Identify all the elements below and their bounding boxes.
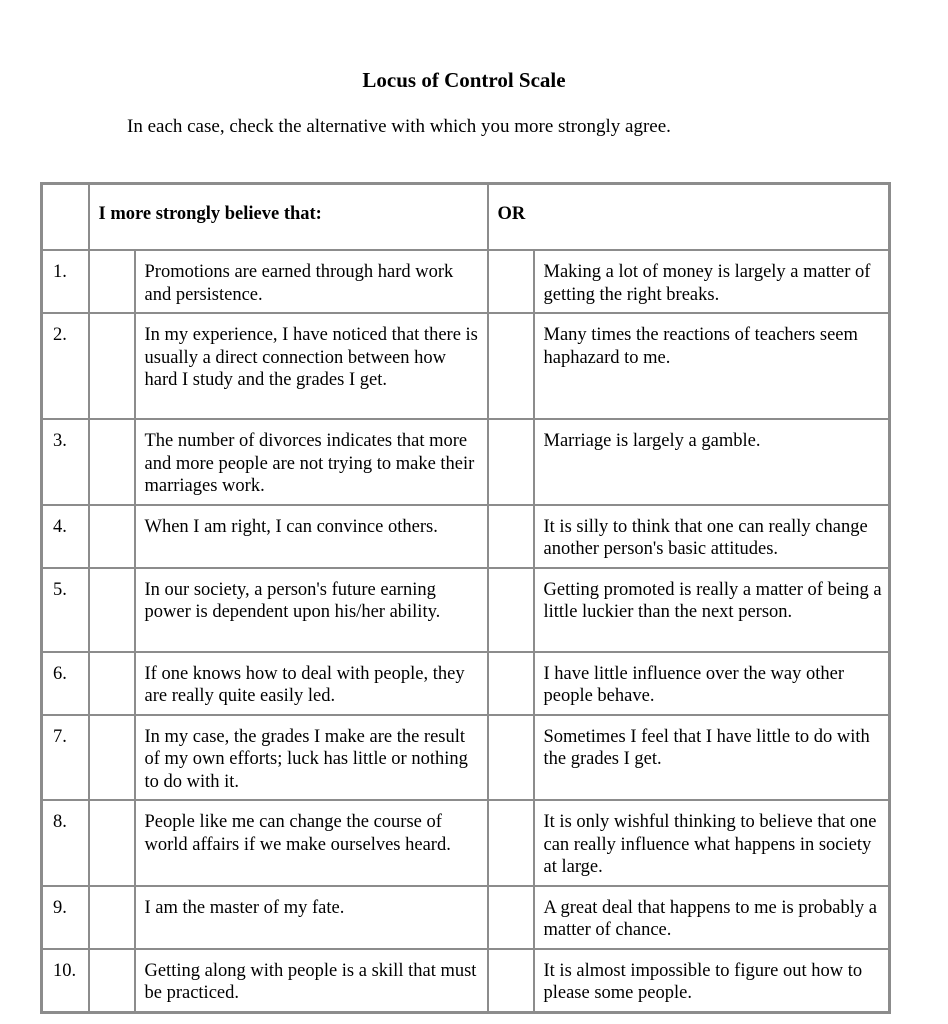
- table-row: [42, 715, 890, 801]
- checkbox-option-a[interactable]: [89, 886, 135, 949]
- statement-option-a: The number of divorces indicates that more and more people are not trying to make their marriages work.: [135, 419, 488, 505]
- statement-option-a: If one knows how to deal with people, they are really quite easily led.: [135, 652, 488, 715]
- header-left-label: I more strongly believe that:: [98, 204, 322, 224]
- item-number: 10.: [42, 949, 89, 1013]
- checkbox-option-a[interactable]: [89, 419, 135, 505]
- item-number: 9.: [42, 886, 89, 949]
- statement-option-b: It is silly to think that one can really change another person's basic attitudes.: [534, 505, 890, 568]
- statement-option-a: When I am right, I can convince others.: [135, 505, 488, 568]
- table-row: [42, 886, 890, 949]
- statement-option-b: Sometimes I feel that I have little to do with the grades I get.: [534, 715, 890, 801]
- table-row: [42, 949, 890, 1013]
- item-number: 7.: [42, 715, 89, 801]
- checkbox-option-b[interactable]: [488, 419, 534, 505]
- instructions-text: In each case, check the alternative with which you more strongly agree.: [127, 116, 671, 137]
- statement-option-a: People like me can change the course of world affairs if we make ourselves heard.: [135, 800, 488, 886]
- item-number: 3.: [42, 419, 89, 505]
- table-row: [42, 313, 890, 419]
- checkbox-option-a[interactable]: [89, 505, 135, 568]
- statement-option-b: It is almost impossible to figure out how to please some people.: [534, 949, 890, 1013]
- statement-option-a: In my case, the grades I make are the result of my own efforts; luck has little or nothing to do with it.: [135, 715, 488, 801]
- statement-option-a: Promotions are earned through hard work and persistence.: [135, 250, 488, 313]
- checkbox-option-b[interactable]: [488, 652, 534, 715]
- checkbox-option-a[interactable]: [89, 800, 135, 886]
- statement-option-a: In my experience, I have noticed that there is usually a direct connection between how hard I study and the grades I get.: [135, 313, 488, 419]
- checkbox-option-a[interactable]: [89, 313, 135, 419]
- item-number: 4.: [42, 505, 89, 568]
- table-row: [42, 419, 890, 505]
- checkbox-option-a[interactable]: [89, 652, 135, 715]
- checkbox-option-b[interactable]: [488, 800, 534, 886]
- statement-option-a: In our society, a person's future earning power is dependent upon his/her ability.: [135, 568, 488, 652]
- checkbox-option-a[interactable]: [89, 949, 135, 1013]
- statement-option-b: Many times the reactions of teachers seem haphazard to me.: [534, 313, 890, 419]
- checkbox-option-a[interactable]: [89, 715, 135, 801]
- statement-option-a: I am the master of my fate.: [135, 886, 488, 949]
- table-row: [42, 250, 890, 313]
- header-left-cell: [89, 184, 488, 251]
- item-number: 8.: [42, 800, 89, 886]
- item-number: 6.: [42, 652, 89, 715]
- statement-option-b: Marriage is largely a gamble.: [534, 419, 890, 505]
- statement-option-b: Getting promoted is really a matter of being a little luckier than the next person.: [534, 568, 890, 652]
- checkbox-option-b[interactable]: [488, 886, 534, 949]
- statement-option-b: Making a lot of money is largely a matter of getting the right breaks.: [534, 250, 890, 313]
- checkbox-option-b[interactable]: [488, 313, 534, 419]
- header-number-cell: [42, 184, 89, 251]
- checkbox-option-a[interactable]: [89, 250, 135, 313]
- table-row: [42, 800, 890, 886]
- checkbox-option-b[interactable]: [488, 505, 534, 568]
- statement-option-b: I have little influence over the way other people behave.: [534, 652, 890, 715]
- item-number: 5.: [42, 568, 89, 652]
- item-number: 1.: [42, 250, 89, 313]
- header-row: [42, 184, 890, 251]
- statement-option-b: A great deal that happens to me is probably a matter of chance.: [534, 886, 890, 949]
- item-number: 2.: [42, 313, 89, 419]
- locus-of-control-table: [40, 182, 891, 1014]
- table-row: [42, 505, 890, 568]
- table-row: [42, 652, 890, 715]
- checkbox-option-a[interactable]: [89, 568, 135, 652]
- checkbox-option-b[interactable]: [488, 250, 534, 313]
- checkbox-option-b[interactable]: [488, 568, 534, 652]
- statement-option-a: Getting along with people is a skill that must be practiced.: [135, 949, 488, 1013]
- table-row: [42, 568, 890, 652]
- statement-option-b: It is only wishful thinking to believe that one can really influence what happens in society at large.: [534, 800, 890, 886]
- header-right-cell: [488, 184, 890, 251]
- checkbox-option-b[interactable]: [488, 715, 534, 801]
- header-right-label: OR: [497, 204, 526, 224]
- page-title: Locus of Control Scale: [362, 68, 566, 92]
- checkbox-option-b[interactable]: [488, 949, 534, 1013]
